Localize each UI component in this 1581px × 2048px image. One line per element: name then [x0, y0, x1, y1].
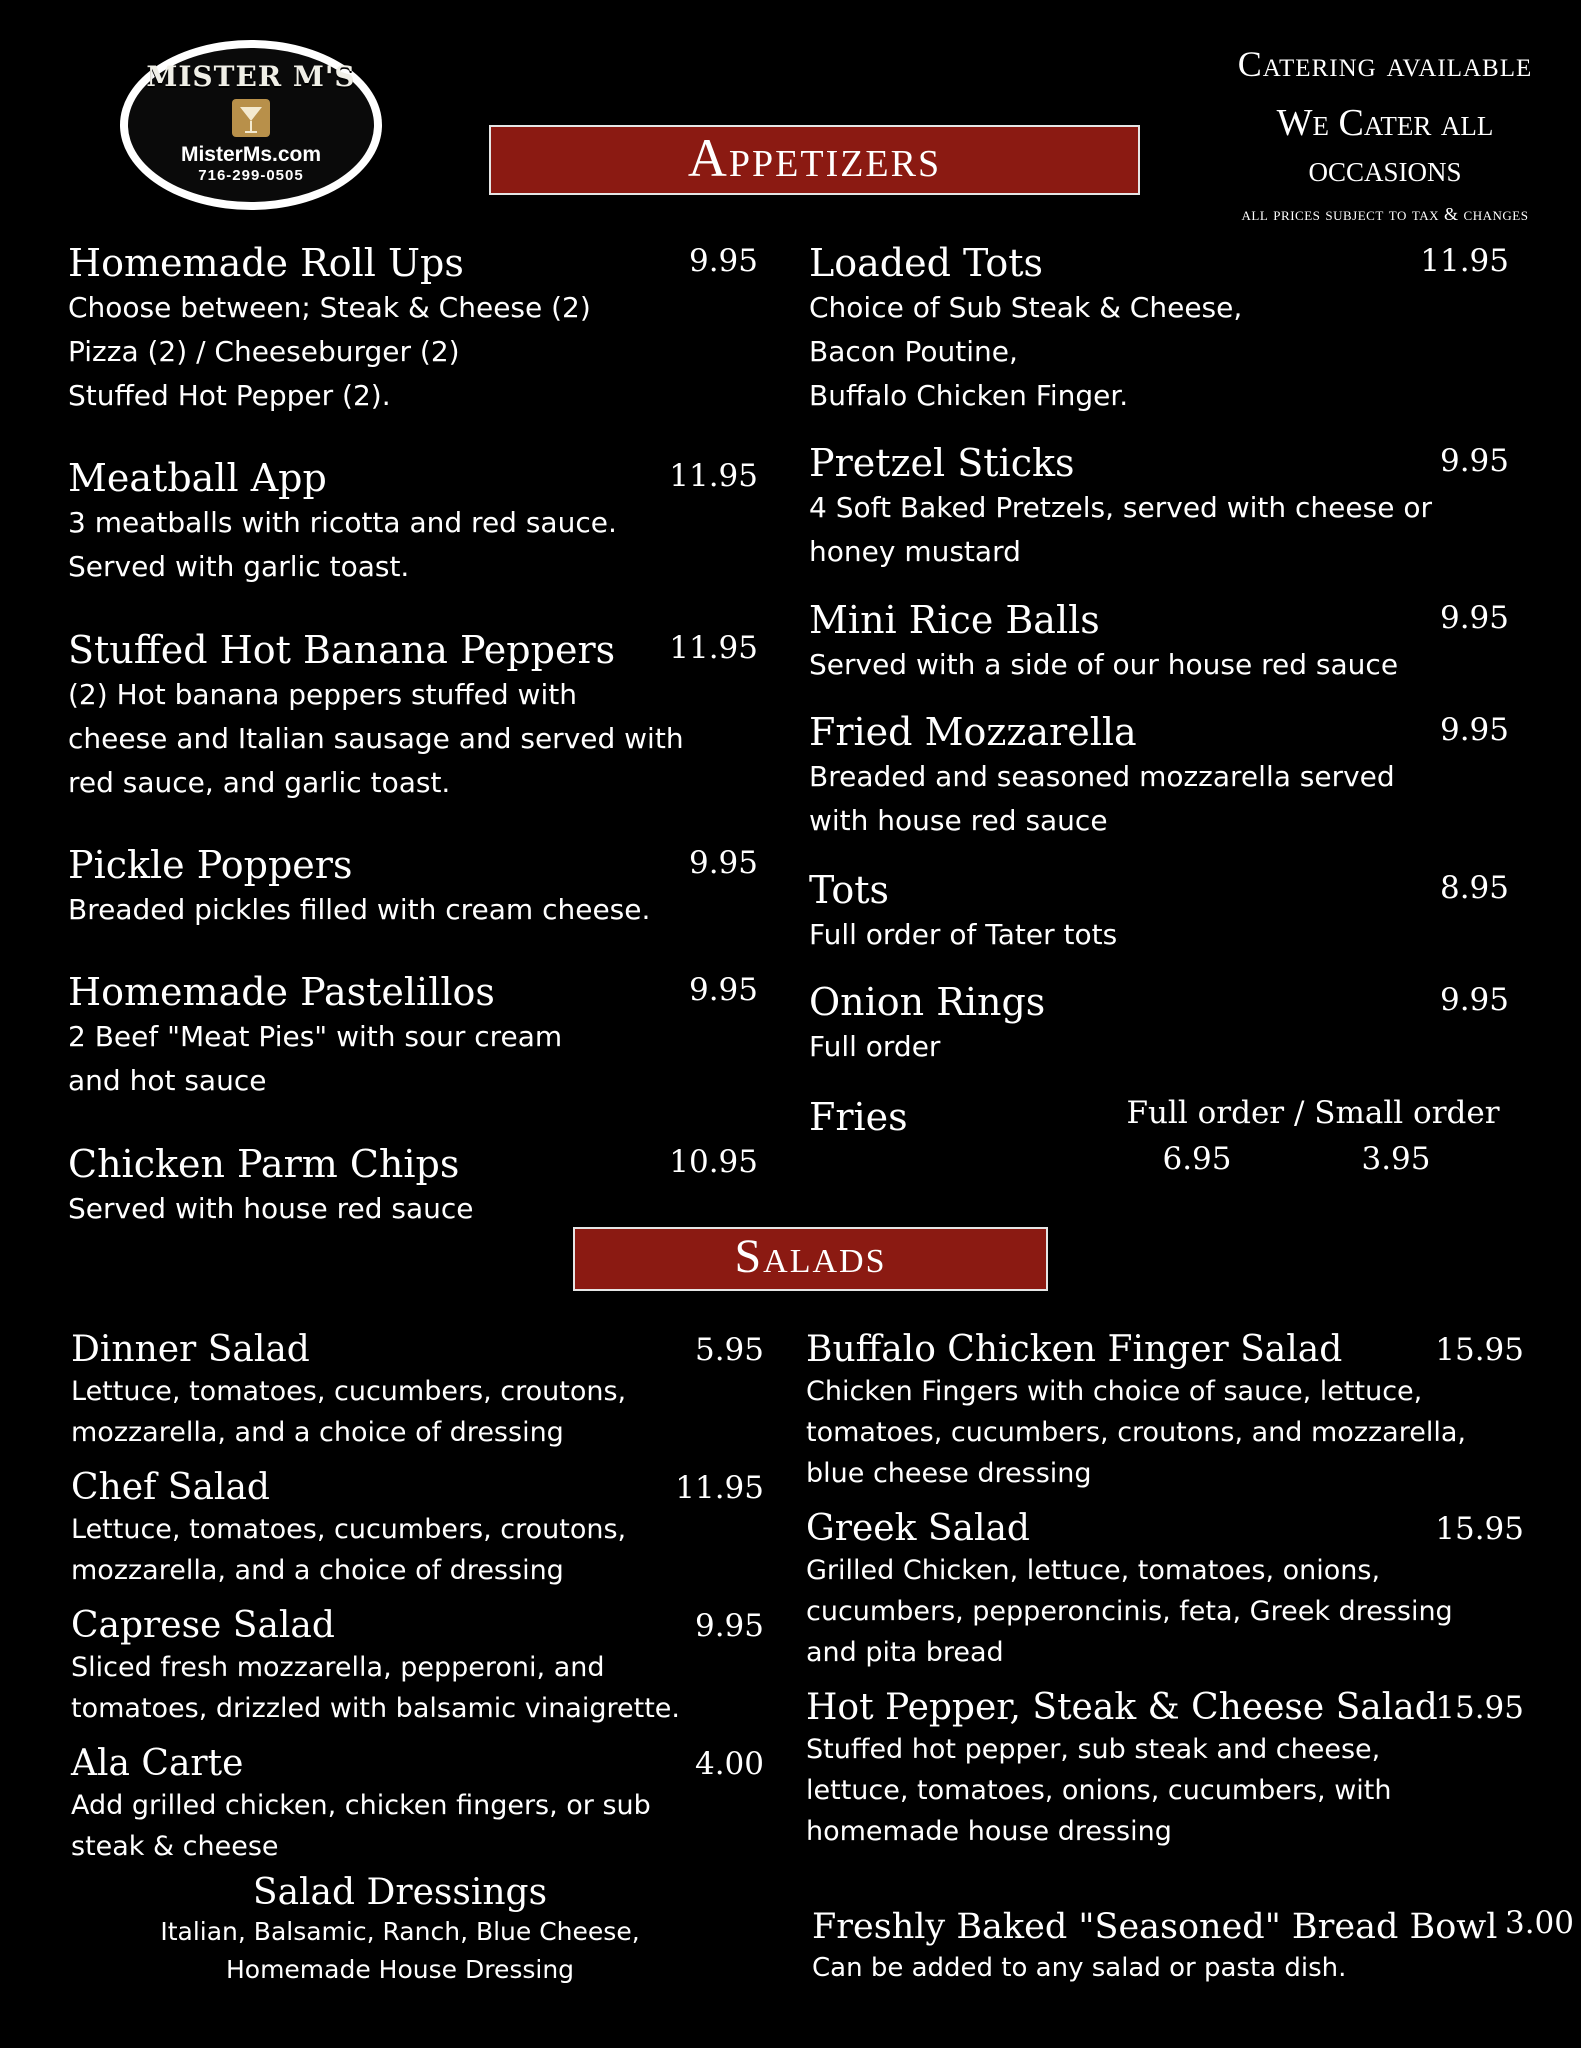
- salads-header: Salads: [573, 1227, 1048, 1291]
- item-name: Chicken Parm Chips: [68, 1142, 460, 1186]
- item-price: 9.95: [688, 972, 758, 1008]
- item-name: Fried Mozzarella: [809, 710, 1137, 754]
- salad-dressings: [120, 1872, 680, 1989]
- item-description: Full order: [809, 1030, 941, 1063]
- item-price: 5.95: [694, 1332, 764, 1368]
- item-name: Chef Salad: [71, 1467, 270, 1508]
- cocktail-glass-icon: [228, 95, 274, 141]
- item-price: 15.95: [1435, 1332, 1524, 1368]
- catering-available: Catering available: [1237, 44, 1533, 84]
- salad-dressings-list: Italian, Balsamic, Ranch, Blue Cheese, Homemade House Dressing: [160, 1917, 640, 1984]
- menu-item: [71, 1605, 764, 1729]
- item-name: Ala Carte: [71, 1743, 244, 1784]
- menu-item: [809, 240, 1509, 418]
- item-description: 4 Soft Baked Pretzels, served with cheese or honey mustard: [809, 491, 1432, 568]
- menu-item: [806, 1508, 1524, 1673]
- salad-dressings-title: Salad Dressings: [252, 1872, 548, 1913]
- appetizers-header: Appetizers: [489, 125, 1140, 195]
- item-description: Chicken Fingers with choice of sauce, lettuce, tomatoes, cucumbers, croutons, and mozzarella, blue cheese dressing: [806, 1376, 1466, 1489]
- item-description: Sliced fresh mozzarella, pepperoni, and tomatoes, drizzled with balsamic vinaigrette.: [71, 1652, 680, 1724]
- menu-item: [68, 627, 758, 805]
- item-name: Meatball App: [68, 456, 327, 500]
- menu-item: [68, 455, 758, 589]
- menu-item: [68, 969, 758, 1103]
- item-description: Choose between; Steak & Cheese (2) Pizza (2) / Cheeseburger (2) Stuffed Hot Pepper (2).: [68, 291, 591, 412]
- item-name: Fries: [809, 1095, 908, 1139]
- menu-item: [71, 1329, 764, 1453]
- item-price: 4.00: [694, 1746, 764, 1782]
- catering-notice: [1225, 42, 1545, 225]
- item-price: 11.95: [669, 630, 758, 666]
- item-name: Pickle Poppers: [68, 843, 353, 887]
- menu-item: [809, 979, 1509, 1069]
- restaurant-logo: [120, 40, 382, 210]
- menu-item: [68, 1141, 758, 1231]
- catering-occasions: We Cater all occasions: [1276, 102, 1494, 190]
- item-name: Stuffed Hot Banana Peppers: [68, 628, 616, 672]
- item-name: Homemade Pastelillos: [68, 970, 495, 1014]
- item-description: Can be added to any salad or pasta dish.: [812, 1953, 1347, 1983]
- item-description: Stuffed hot pepper, sub steak and cheese, lettuce, tomatoes, onions, cucumbers, with homemade house dressing: [806, 1734, 1392, 1847]
- fries-small-price: 3.95: [1361, 1141, 1431, 1177]
- item-price: 8.95: [1439, 870, 1509, 906]
- menu-item: [809, 440, 1509, 574]
- item-price: 11.95: [675, 1470, 764, 1506]
- menu-item: [71, 1743, 764, 1867]
- item-price: 11.95: [1420, 243, 1509, 279]
- fries-sizes-label: Full order / Small order: [1126, 1095, 1500, 1131]
- item-name: Greek Salad: [806, 1508, 1030, 1549]
- menu-item: [68, 240, 758, 418]
- item-price: 9.95: [688, 845, 758, 881]
- menu-item: [809, 867, 1509, 957]
- item-name: Pretzel Sticks: [809, 441, 1075, 485]
- item-price: 11.95: [669, 458, 758, 494]
- item-description: 2 Beef "Meat Pies" with sour cream and hot sauce: [68, 1020, 563, 1097]
- item-description: Served with house red sauce: [68, 1192, 474, 1225]
- menu-item: [806, 1329, 1524, 1494]
- item-description: Grilled Chicken, lettuce, tomatoes, onions, cucumbers, pepperoncinis, feta, Greek dressing and pita bread: [806, 1555, 1453, 1668]
- item-price: 15.95: [1435, 1511, 1524, 1547]
- logo-brand: MISTER M'S: [146, 60, 356, 93]
- item-price: 9.95: [1439, 712, 1509, 748]
- item-name: Dinner Salad: [71, 1329, 310, 1370]
- logo-website: MisterMs.com: [180, 143, 322, 166]
- item-name: Tots: [809, 868, 890, 912]
- item-name: Caprese Salad: [71, 1605, 335, 1646]
- item-price: 9.95: [1439, 443, 1509, 479]
- item-description: Served with a side of our house red sauce: [809, 648, 1399, 681]
- item-description: 3 meatballs with ricotta and red sauce. Served with garlic toast.: [68, 506, 617, 583]
- menu-item: [71, 1467, 764, 1591]
- item-description: Breaded and seasoned mozzarella served with house red sauce: [809, 760, 1395, 837]
- menu-item: [806, 1687, 1524, 1852]
- item-price: 15.95: [1435, 1690, 1524, 1726]
- fries-full-price: 6.95: [1162, 1141, 1232, 1177]
- item-description: Breaded pickles filled with cream cheese.: [68, 893, 651, 926]
- item-description: Lettuce, tomatoes, cucumbers, croutons, mozzarella, and a choice of dressing: [71, 1376, 627, 1448]
- item-name: Freshly Baked "Seasoned" Bread Bowl: [812, 1907, 1498, 1947]
- menu-item: [68, 842, 758, 932]
- logo-phone: 716-299-0505: [198, 167, 304, 184]
- item-price: 9.95: [694, 1608, 764, 1644]
- item-description: (2) Hot banana peppers stuffed with cheese and Italian sausage and served with red sauce, and garlic toast.: [68, 678, 684, 799]
- item-name: Loaded Tots: [809, 241, 1044, 285]
- item-name: Homemade Roll Ups: [68, 241, 464, 285]
- item-description: Lettuce, tomatoes, cucumbers, croutons, mozzarella, and a choice of dressing: [71, 1514, 627, 1586]
- item-description: Choice of Sub Steak & Cheese, Bacon Poutine, Buffalo Chicken Finger.: [809, 291, 1243, 412]
- item-name: Onion Rings: [809, 980, 1046, 1024]
- item-price: 9.95: [1439, 600, 1509, 636]
- item-name: Buffalo Chicken Finger Salad: [806, 1329, 1343, 1370]
- menu-item: [809, 597, 1509, 687]
- item-price: 9.95: [688, 243, 758, 279]
- item-price: 9.95: [1439, 982, 1509, 1018]
- item-price: 3.00: [1504, 1905, 1574, 1941]
- item-name: Mini Rice Balls: [809, 598, 1100, 642]
- item-description: Add grilled chicken, chicken fingers, or sub steak & cheese: [71, 1790, 651, 1862]
- menu-item-bread-bowl: [812, 1906, 1574, 1989]
- price-disclaimer: all prices subject to tax & changes: [1241, 204, 1529, 224]
- item-description: Full order of Tater tots: [809, 918, 1118, 951]
- menu-item: [809, 709, 1509, 843]
- item-name: Hot Pepper, Steak & Cheese Salad: [806, 1687, 1438, 1728]
- item-price: 10.95: [669, 1144, 758, 1180]
